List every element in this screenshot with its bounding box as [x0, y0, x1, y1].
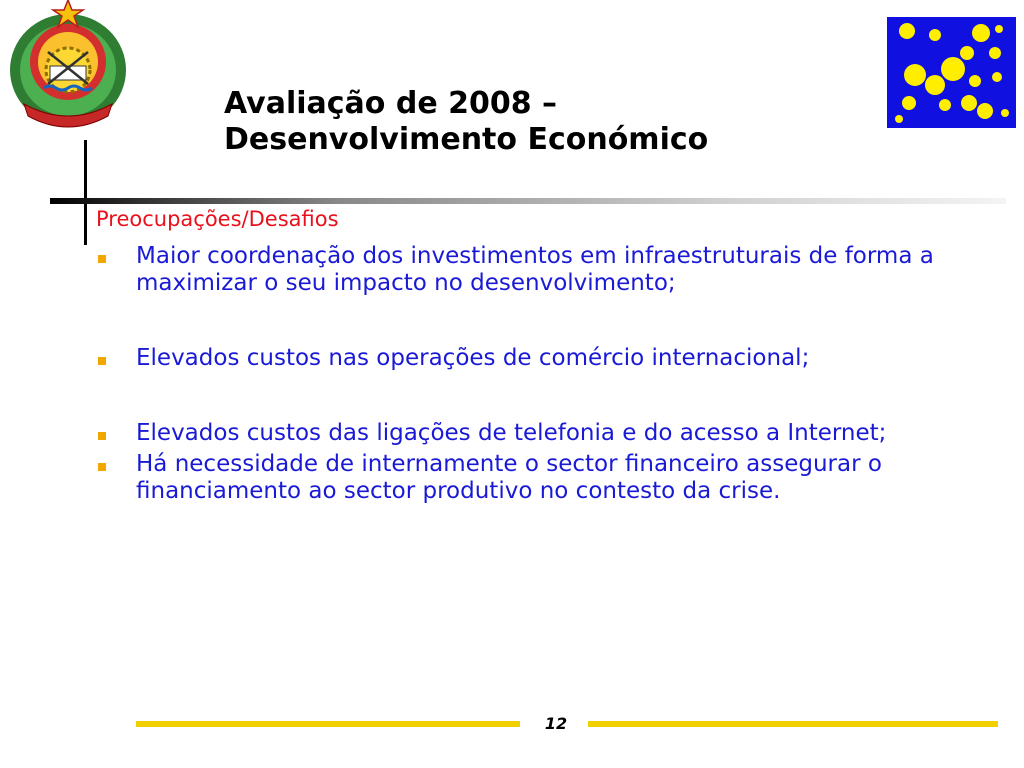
yellow-circles-logo-icon: [887, 17, 1016, 128]
bullet-text: Elevados custos das ligações de telefonia e do acesso a Internet;: [136, 420, 887, 446]
bullet-item: [96, 420, 1006, 447]
bullet-marker-icon: [98, 357, 106, 365]
vertical-rule: [84, 140, 87, 245]
bullet-marker-icon: [98, 255, 106, 263]
page-number: 12: [544, 714, 568, 733]
footer-bar-left: [136, 721, 520, 727]
bullet-item: [96, 345, 1006, 372]
bullet-item: [96, 243, 1006, 297]
bullet-text: Há necessidade de internamente o sector financeiro assegurar o financiamento ao sector produtivo no contesto da crise.: [136, 451, 882, 504]
slide-title-line-1: Avaliação de 2008 –: [224, 86, 558, 121]
bullet-marker-icon: [98, 463, 106, 471]
mozambique-coat-of-arms-icon: [4, 0, 132, 132]
bullet-list: [96, 243, 1006, 505]
bullet-text: Elevados custos nas operações de comércio internacional;: [136, 345, 810, 371]
footer-bar-right: [588, 721, 998, 727]
title-underline-rule: [50, 198, 1006, 204]
bullet-text: Maior coordenação dos investimentos em infraestruturais de forma a maximizar o seu impacto no desenvolvimento;: [136, 243, 934, 296]
section-heading: Preocupações/Desafios: [96, 207, 339, 231]
bullet-item: [96, 451, 1006, 505]
slide-title: [224, 86, 864, 158]
slide-title-line-2: Desenvolvimento Económico: [224, 122, 709, 157]
bullet-marker-icon: [98, 432, 106, 440]
